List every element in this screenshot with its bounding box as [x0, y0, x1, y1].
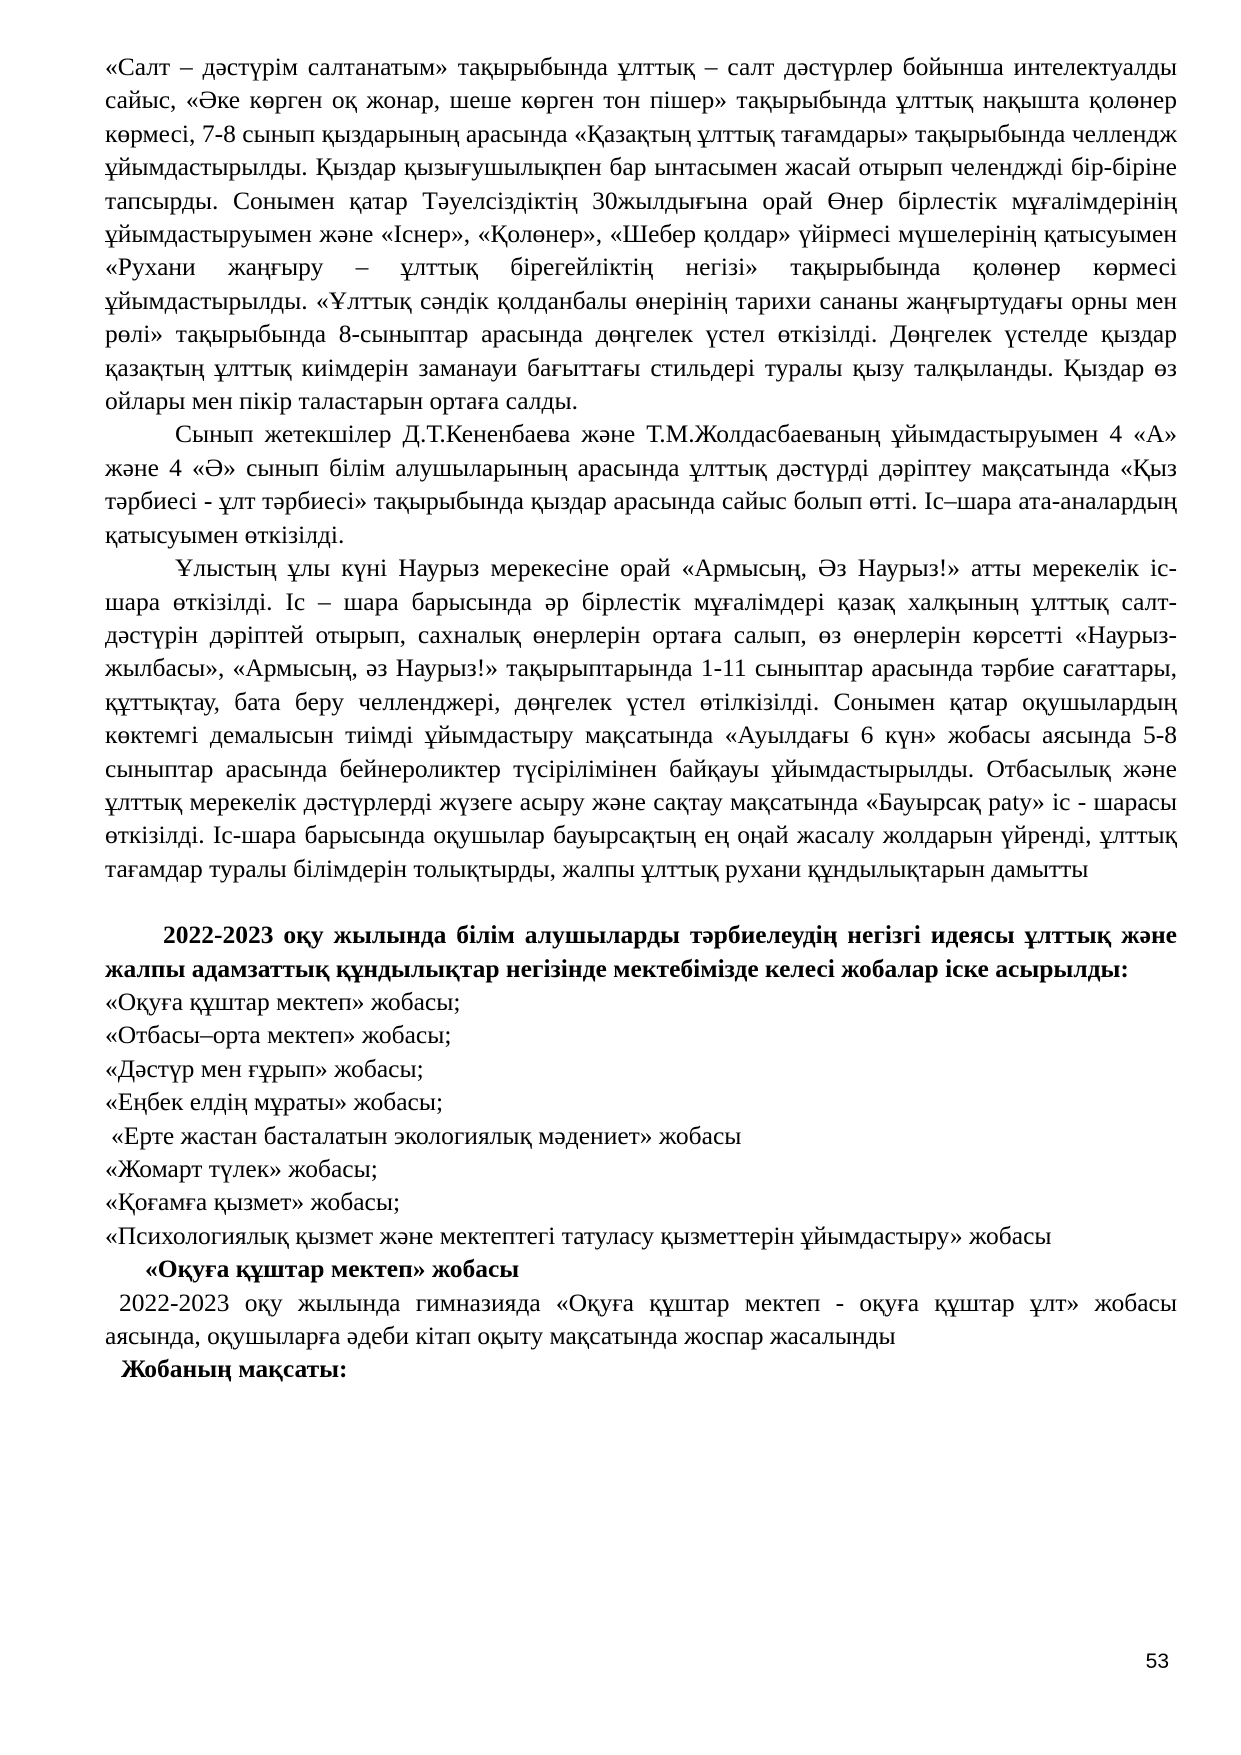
section-heading-projects: 2022-2023 оқу жылында білім алушыларды тәрбиелеудің негізгі идеясы ұлттық және жалпы адамзаттық құндылықтар негізінде мектебімізде келесі жобалар іске асырылды:: [105, 920, 1177, 983]
project-item: «Отбасы–орта мектеп» жобасы;: [105, 1020, 452, 1050]
project-item: «Оқуға құштар мектеп» жобасы;: [105, 986, 461, 1016]
subsection-heading: «Оқуға құштар мектеп» жобасы: [145, 1254, 520, 1284]
blank-line: [105, 885, 1177, 918]
project-item: «Жомарт түлек» жобасы;: [105, 1154, 378, 1183]
page-number: 53: [1145, 1650, 1169, 1673]
paragraph-class-teachers-contest: Сынып жетекшілер Д.Т.Кененбаева және Т.М.Жолдасбаеваның ұйымдастыруымен 4 «А» және 4 «Ә» сынып білім алушыларының арасында ұлттық дәстүрді дәріптеу мақсатында «Қыз тәрбиесі - ұлт тәрбиесі» тақырыбында қыздар арасында сайыс болып өтті. Іс–шара ата-аналардың қатысуымен өткізілді.: [105, 419, 1177, 549]
paragraph-project-intro: 2022-2023 оқу жылында гимназияда «Оқуға құштар мектеп - оқуға құштар ұлт» жобасы аясында, оқушыларға әдеби кітап оқыту мақсатында жоспар жасалынды: [105, 1287, 1177, 1351]
project-goal-label: Жобаның мақсаты:: [121, 1354, 348, 1384]
paragraph-traditions-events: «Салт – дәстүрім салтанатым» тақырыбында ұлттық – салт дәстүрлер бойынша интелектуалды сайыс, «Әке көрген оқ жонар, шеше көрген тон пішер» тақырыбында ұлттық нақышта қолөнер көрмесі, 7-8 сынып қыздарының арасында «Қазақтың ұлттық тағамдары» тақырыбында челлендж ұйымдастырылды. Қыздар қызығушылықпен бар ынтасымен жасай отырып челенджді бір-біріне тапсырды. Сонымен қатар Тәуелсіздіктің 30жылдығына орай Өнер бірлестік мұғалімдерінің ұйымдастыруымен және «Існер», «Қолөнер», «Шебер қолдар» үйірмесі мүшелерінің қатысуымен «Рухани жаңғыру – ұлттық бірегейліктің негізі» тақырыбында қолөнер көрмесі ұйымдастырылды. «Ұлттық сәндік қолданбалы өнерінің тарихи сананы жаңғыртудағы орны мен рөлі» тақырыбында 8-сыныптар арасында дөңгелек үстел өткізілді. Дөңгелек үстелде қыздар қазақтың ұлттық киімдерін заманауи бағыттағы стильдері туралы қызу талқыланды. Қыздар өз ойлары мен пікір таластарын ортаға салды.: [105, 52, 1177, 416]
project-item: «Ерте жастан басталатын экологиялық мәдениет» жобасы: [111, 1120, 742, 1150]
project-item: «Дәстүр мен ғұрып» жобасы;: [105, 1053, 424, 1083]
paragraph-nauryz-celebration: Ұлыстың ұлы күні Наурыз мерекесіне орай «Армысың, Әз Наурыз!» атты мерекелік іс-шара өткізілді. Іс – шара барысында әр бірлестік мұғалімдері қазақ халқының ұлттық салт-дәстүрін дәріптей отырып, сахналық өнерлерін ортаға салып, өз өнерлерін көрсетті «Наурыз-жылбасы», «Армысың, әз Наурыз!» тақырыптарында 1-11 сыныптар арасында тәрбие сағаттары, құттықтау, бата беру челленджері, дөңгелек үстел өтілкізілді. Сонымен қатар оқушылардың көктемгі демалысын тиімді ұйымдастыру мақсатында «Ауылдағы 6 күн» жобасы аясында 5-8 сыныптар арасында бейнероликтер түсірілімінен байқауы ұйымдастырылды. Отбасылық және ұлттық мерекелік дәстүрлерді жүзеге асыру және сақтау мақсатында «Бауырсақ раty» іс - шарасы өткізілді. Іс-шара барысында оқушылар бауырсақтың ең оңай жасалу жолдарын үйренді, ұлттық тағамдар туралы білімдерін толықтырды, жалпы ұлттық рухани құндылықтарын дамытты: [105, 553, 1177, 883]
document-body: [105, 50, 1177, 1386]
project-item: «Психологиялық қызмет және мектептегі татуласу қызметтерін ұйымдастыру» жобасы: [105, 1220, 1052, 1250]
project-item: «Еңбек елдің мұраты» жобасы;: [105, 1087, 444, 1117]
project-item: «Қоғамға қызмет» жобасы;: [105, 1187, 401, 1217]
